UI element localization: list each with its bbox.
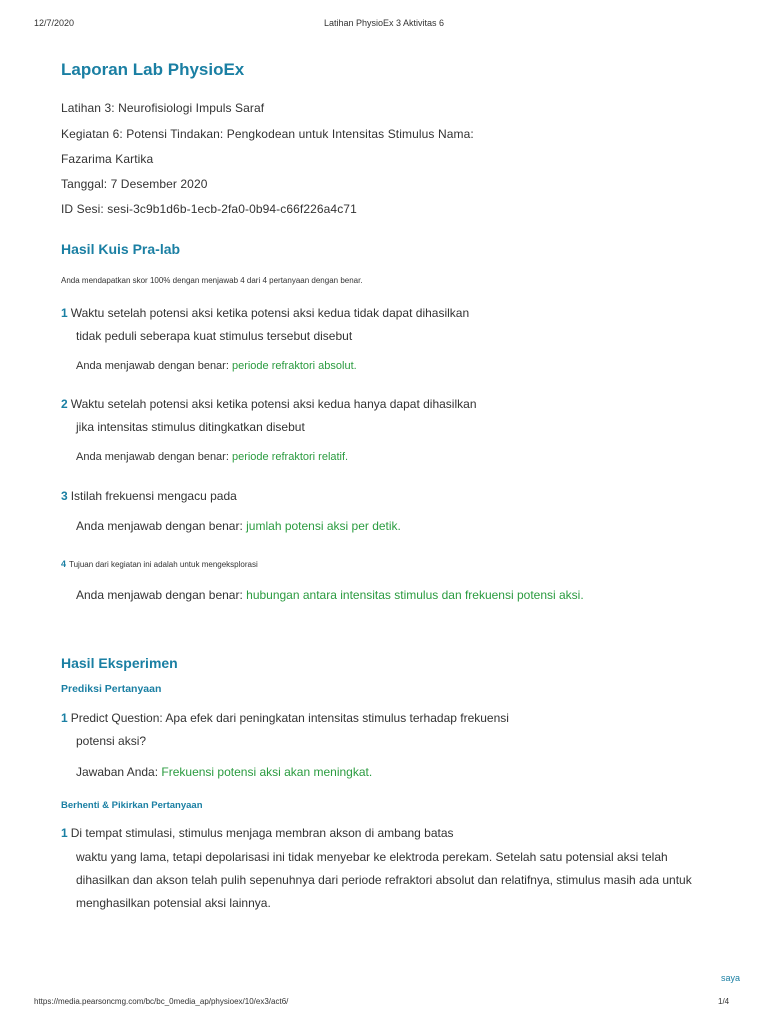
question-number: 2 [61, 397, 68, 411]
question-continuation: tidak peduli seberapa kuat stimulus tersebut disebut [76, 329, 353, 343]
footer-url: https://media.pearsoncmg.com/bc/bc_0media_ap/physioex/10/ex3/act6/ [34, 997, 289, 1006]
question-number: 1 [61, 306, 68, 320]
exercise-line: Latihan 3: Neurofisiologi Impuls Saraf [61, 101, 265, 115]
prelab-question-1 [61, 306, 469, 320]
question-continuation: waktu yang lama, tetapi depolarisasi ini tidak menyebar ke elektroda perekam. Setelah satu potensial aksi telah [76, 850, 668, 864]
answer-prefix: Anda menjawab dengan benar: [76, 588, 247, 602]
answer-prefix: Anda menjawab dengan benar: [76, 519, 247, 533]
question-number: 4 [61, 559, 67, 569]
answer-text: Frekuensi potensi aksi akan meningkat. [161, 765, 373, 779]
prelab-answer-3 [76, 519, 401, 533]
question-text: Tujuan dari kegiatan ini adalah untuk mengeksplorasi [69, 560, 258, 569]
answer-prefix: Jawaban Anda: [76, 765, 162, 779]
question-text: Waktu setelah potensi aksi ketika potensi aksi kedua tidak dapat dihasilkan [70, 306, 470, 320]
side-note: saya [721, 973, 741, 983]
question-continuation: menghasilkan potensial aksi lainnya. [76, 896, 271, 910]
session-id: ID Sesi: sesi-3c9b1d6b-1ecb-2fa0-0b94-c66f226a4c71 [61, 202, 357, 216]
question-number: 3 [61, 489, 68, 503]
question-text: Di tempat stimulasi, stimulus menjaga membran akson di ambang batas [70, 826, 454, 840]
question-continuation: potensi aksi? [76, 734, 147, 748]
prelab-question-4 [61, 559, 258, 569]
predict-answer [76, 765, 372, 779]
question-text: Waktu setelah potensi aksi ketika potensi aksi kedua hanya dapat dihasilkan [70, 397, 477, 411]
report-date: Tanggal: 7 Desember 2020 [61, 177, 208, 191]
answer-prefix: Anda menjawab dengan benar: [76, 451, 232, 463]
question-number: 1 [61, 711, 68, 725]
answer-prefix: Anda menjawab dengan benar: [76, 360, 232, 372]
page-number: 1/4 [718, 997, 730, 1006]
answer-text: periode refraktori absolut. [231, 360, 357, 372]
prelab-score: Anda mendapatkan skor 100% dengan menjawab 4 dari 4 pertanyaan dengan benar. [61, 276, 363, 285]
question-continuation: jika intensitas stimulus ditingkatkan disebut [76, 420, 305, 434]
answer-text: jumlah potensi aksi per detik. [246, 519, 401, 533]
answer-text: hubungan antara intensitas stimulus dan frekuensi potensi aksi. [246, 588, 584, 602]
student-name: Fazarima Kartika [61, 152, 154, 166]
stop-think-heading: Berhenti & Pikirkan Pertanyaan [61, 800, 203, 811]
prelab-question-3 [61, 489, 237, 503]
print-date: 12/7/2020 [34, 18, 75, 28]
report-title: Laporan Lab PhysioEx [61, 60, 245, 79]
prelab-heading: Hasil Kuis Pra-lab [61, 241, 181, 257]
predict-heading: Prediksi Pertanyaan [61, 683, 162, 695]
question-text: Predict Question: Apa efek dari peningkatan intensitas stimulus terhadap frekuensi [70, 711, 509, 725]
question-continuation: dihasilkan dan akson telah pulih sepenuhnya dari periode refraktori absolut dan relatifnya, stimulus masih ada untuk [76, 873, 692, 887]
experiment-heading: Hasil Eksperimen [61, 655, 178, 671]
answer-text: periode refraktori relatif. [231, 451, 349, 463]
predict-question [61, 711, 509, 725]
print-title: Latihan PhysioEx 3 Aktivitas 6 [323, 18, 445, 28]
prelab-answer-2 [76, 451, 348, 463]
question-text: Istilah frekuensi mengacu pada [70, 489, 237, 503]
activity-line: Kegiatan 6: Potensi Tindakan: Pengkodean untuk Intensitas Stimulus Nama: [61, 127, 474, 141]
prelab-answer-1 [76, 360, 357, 372]
stop-think-question [61, 826, 454, 840]
prelab-answer-4 [76, 588, 584, 602]
question-number: 1 [61, 826, 68, 840]
prelab-question-2 [61, 397, 477, 411]
